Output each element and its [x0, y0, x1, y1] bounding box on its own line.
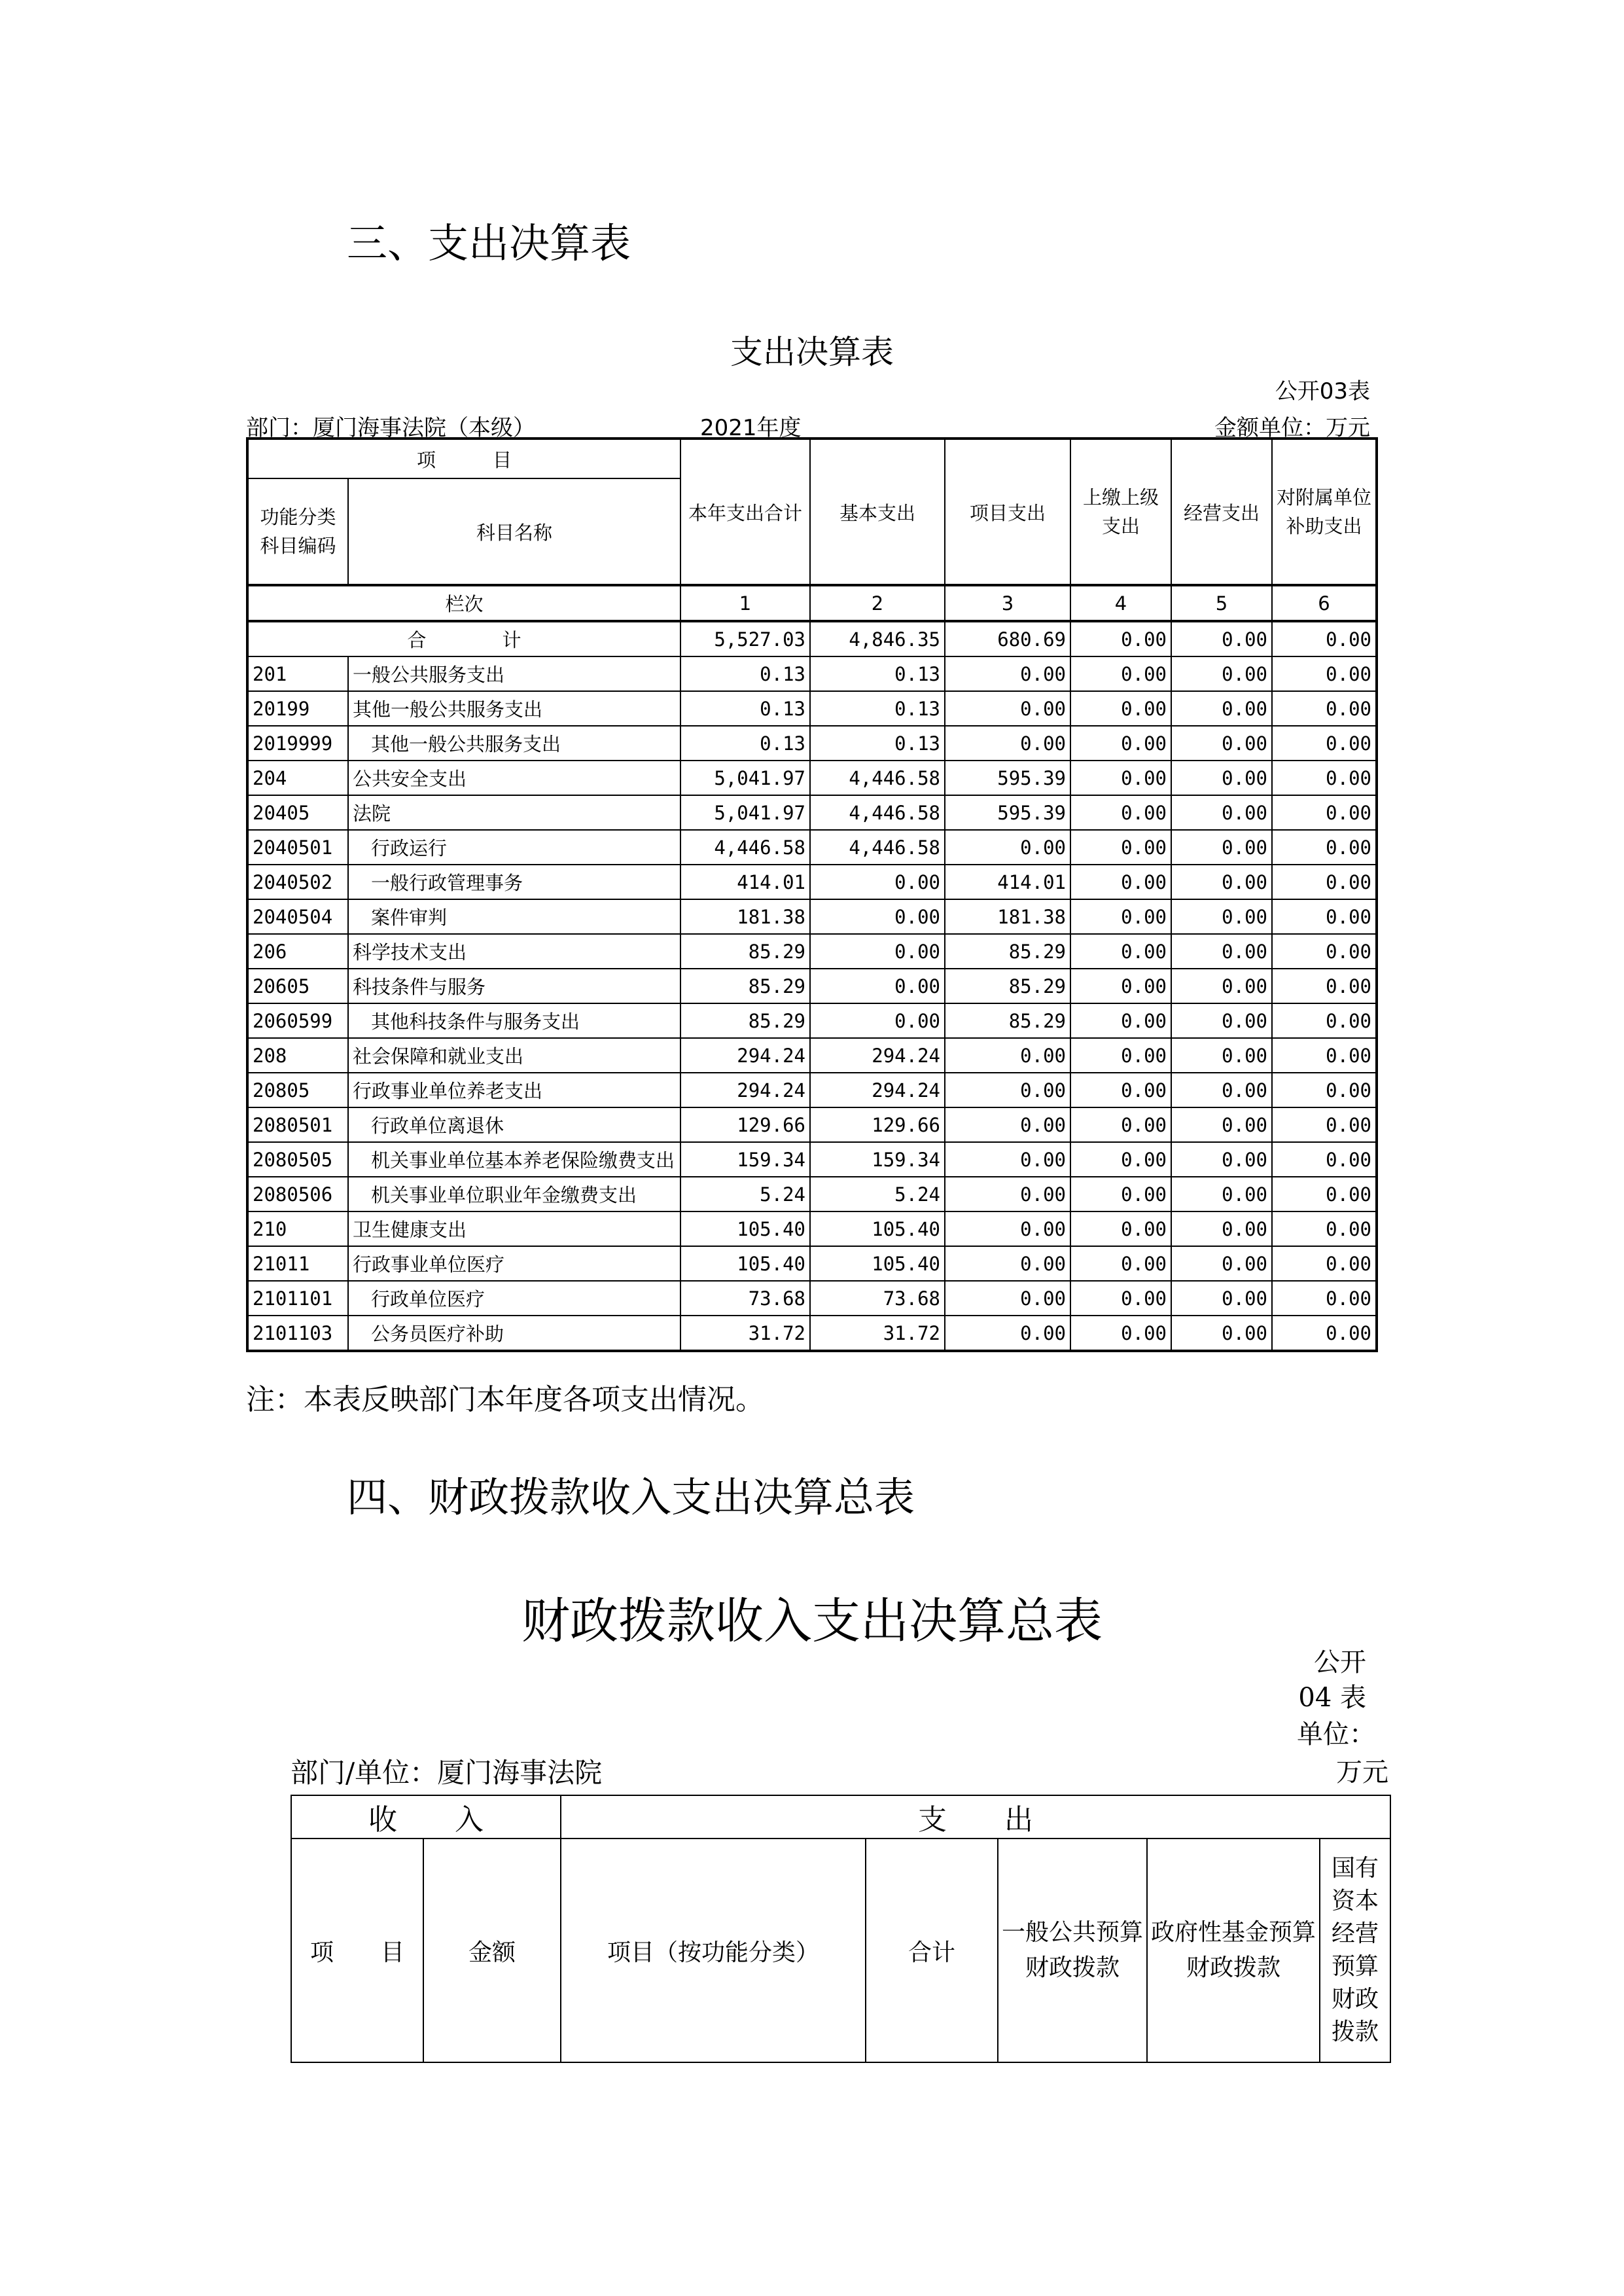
row-code: 2080506: [247, 1177, 348, 1211]
row-value: 0.00: [1070, 1038, 1171, 1073]
row-value: 0.00: [1272, 1073, 1377, 1107]
row-value: 181.38: [680, 899, 810, 934]
row-value: 4,446.58: [810, 761, 945, 795]
row-value: 0.00: [945, 1038, 1070, 1073]
total-value: 4,846.35: [810, 621, 945, 656]
row-code: 2060599: [247, 1003, 348, 1038]
row-value: 0.00: [1272, 795, 1377, 830]
col-expense-item: 项目（按功能分类）: [561, 1839, 866, 2062]
col-number-2: 2: [810, 585, 945, 621]
row-value: 0.00: [1070, 1003, 1171, 1038]
row-code: 2019999: [247, 726, 348, 761]
row-value: 0.00: [1070, 1316, 1171, 1351]
row-value: 0.00: [945, 1246, 1070, 1281]
table2-unit-line2: 万元: [1336, 1757, 1388, 1787]
row-code: 210: [247, 1211, 348, 1246]
table2-form-no-line1: 公开: [1314, 1647, 1366, 1677]
row-value: 0.00: [945, 1281, 1070, 1316]
header-row-index: 栏次: [247, 585, 680, 621]
row-value: 0.00: [1070, 1281, 1171, 1316]
row-value: 0.00: [1171, 795, 1272, 830]
expenditure-table: [246, 437, 1378, 1352]
row-value: 85.29: [945, 934, 1070, 969]
row-value: 294.24: [680, 1038, 810, 1073]
row-name: 科学技术支出: [348, 934, 680, 969]
row-value: 0.00: [1171, 656, 1272, 691]
row-value: 294.24: [680, 1073, 810, 1107]
row-value: 105.40: [680, 1211, 810, 1246]
row-value: 5,041.97: [680, 795, 810, 830]
row-name: 行政事业单位养老支出: [348, 1073, 680, 1107]
row-value: 105.40: [680, 1246, 810, 1281]
row-value: 0.00: [1070, 899, 1171, 934]
row-code: 2040501: [247, 830, 348, 865]
row-value: 0.00: [1171, 865, 1272, 899]
total-value: 0.00: [1171, 621, 1272, 656]
col-number-3: 3: [945, 585, 1070, 621]
row-code: 2080505: [247, 1142, 348, 1177]
col-gov-fund: 政府性基金预算财政拨款: [1147, 1839, 1320, 2062]
row-value: 85.29: [680, 969, 810, 1003]
row-value: 0.00: [1171, 934, 1272, 969]
header-col-total: 本年支出合计: [680, 439, 810, 585]
row-value: 0.13: [810, 691, 945, 726]
row-code: 21011: [247, 1246, 348, 1281]
col-number-4: 4: [1070, 585, 1171, 621]
table1-title: 支出决算表: [730, 333, 894, 371]
table-row: [247, 969, 1377, 1003]
row-value: 0.00: [1070, 934, 1171, 969]
row-value: 0.00: [1070, 1073, 1171, 1107]
col-number-6: 6: [1272, 585, 1377, 621]
row-value: 0.13: [680, 656, 810, 691]
row-name: 一般行政管理事务: [348, 865, 680, 899]
row-value: 159.34: [680, 1142, 810, 1177]
row-value: 0.00: [1171, 899, 1272, 934]
row-value: 0.00: [1070, 761, 1171, 795]
row-value: 0.00: [1070, 691, 1171, 726]
row-name: 行政单位医疗: [348, 1281, 680, 1316]
table1-form-no: 公开03表: [1275, 378, 1370, 404]
row-name: 一般公共服务支出: [348, 656, 680, 691]
row-value: 595.39: [945, 795, 1070, 830]
row-code: 208: [247, 1038, 348, 1073]
row-code: 2080501: [247, 1107, 348, 1142]
row-value: 129.66: [680, 1107, 810, 1142]
table-row: [247, 899, 1377, 934]
row-name: 行政事业单位医疗: [348, 1246, 680, 1281]
table2-title: 财政拨款收入支出决算总表: [521, 1593, 1103, 1649]
row-value: 5.24: [810, 1177, 945, 1211]
table1-note: 注：本表反映部门本年度各项支出情况。: [246, 1383, 764, 1416]
row-value: 0.00: [1272, 761, 1377, 795]
row-value: 0.00: [1070, 656, 1171, 691]
row-value: 0.00: [1272, 1211, 1377, 1246]
row-value: 0.00: [945, 726, 1070, 761]
row-value: 181.38: [945, 899, 1070, 934]
row-name: 公共安全支出: [348, 761, 680, 795]
header-col-basic: 基本支出: [810, 439, 945, 585]
row-value: 0.00: [1171, 1246, 1272, 1281]
row-value: 0.00: [1272, 1246, 1377, 1281]
row-value: 0.00: [1272, 726, 1377, 761]
table1-year: 2021年度: [700, 415, 802, 441]
row-code: 20405: [247, 795, 348, 830]
row-value: 0.00: [1171, 1316, 1272, 1351]
header-col-remit: 上缴上级支出: [1070, 439, 1171, 585]
header-code: 功能分类科目编码: [247, 478, 348, 585]
row-value: 0.00: [1171, 726, 1272, 761]
row-value: 0.00: [1070, 1107, 1171, 1142]
row-value: 105.40: [810, 1211, 945, 1246]
row-value: 0.00: [945, 1073, 1070, 1107]
total-value: 0.00: [1070, 621, 1171, 656]
row-value: 0.00: [1272, 865, 1377, 899]
row-name: 行政运行: [348, 830, 680, 865]
row-value: 0.00: [1171, 1107, 1272, 1142]
row-value: 0.00: [945, 1107, 1070, 1142]
row-value: 31.72: [680, 1316, 810, 1351]
row-value: 0.00: [1070, 795, 1171, 830]
row-value: 414.01: [680, 865, 810, 899]
fiscal-summary-table: [291, 1795, 1391, 2063]
expense-header: 支 出: [561, 1795, 1390, 1839]
table-row: [247, 691, 1377, 726]
row-value: 0.00: [1272, 1142, 1377, 1177]
col-state-capital: 国有资本经营预算财政拨款: [1320, 1839, 1390, 2062]
row-value: 0.00: [1272, 899, 1377, 934]
row-value: 0.13: [680, 726, 810, 761]
table-row: [247, 1142, 1377, 1177]
table-row: [247, 795, 1377, 830]
table-row: [247, 1211, 1377, 1246]
row-value: 0.00: [1171, 969, 1272, 1003]
row-code: 204: [247, 761, 348, 795]
table-row: [247, 1281, 1377, 1316]
total-label: 合 计: [247, 621, 680, 656]
row-value: 0.00: [945, 1142, 1070, 1177]
row-value: 0.00: [1272, 656, 1377, 691]
row-value: 4,446.58: [810, 830, 945, 865]
row-value: 0.00: [1070, 1177, 1171, 1211]
row-value: 0.00: [810, 1003, 945, 1038]
row-name: 行政单位离退休: [348, 1107, 680, 1142]
row-value: 0.00: [1070, 865, 1171, 899]
row-name: 卫生健康支出: [348, 1211, 680, 1246]
row-value: 0.00: [945, 1316, 1070, 1351]
table-row: [247, 865, 1377, 899]
row-value: 0.00: [1070, 726, 1171, 761]
row-value: 5,041.97: [680, 761, 810, 795]
header-name: 科目名称: [348, 478, 680, 585]
row-code: 201: [247, 656, 348, 691]
row-name: 社会保障和就业支出: [348, 1038, 680, 1073]
row-value: 0.00: [1272, 934, 1377, 969]
row-value: 0.00: [945, 1211, 1070, 1246]
row-value: 0.00: [945, 830, 1070, 865]
header-item: 项 目: [247, 439, 680, 478]
row-code: 20605: [247, 969, 348, 1003]
row-value: 0.00: [810, 969, 945, 1003]
table-row: [247, 1177, 1377, 1211]
row-code: 20805: [247, 1073, 348, 1107]
row-value: 294.24: [810, 1038, 945, 1073]
row-code: 2101101: [247, 1281, 348, 1316]
row-name: 机关事业单位基本养老保险缴费支出: [348, 1142, 680, 1177]
row-value: 105.40: [810, 1246, 945, 1281]
table-row: [247, 1107, 1377, 1142]
row-value: 0.00: [945, 1177, 1070, 1211]
row-value: 0.00: [1272, 830, 1377, 865]
col-income-amount: 金额: [423, 1839, 561, 2062]
row-value: 294.24: [810, 1073, 945, 1107]
row-value: 0.00: [1272, 691, 1377, 726]
header-col-subsidy: 对附属单位补助支出: [1272, 439, 1377, 585]
row-code: 2040502: [247, 865, 348, 899]
row-value: 0.00: [1272, 1107, 1377, 1142]
table1-unit: 金额单位：万元: [1214, 415, 1370, 441]
row-value: 85.29: [680, 934, 810, 969]
row-value: 0.00: [1070, 1246, 1171, 1281]
row-value: 0.00: [1272, 1038, 1377, 1073]
total-value: 0.00: [1272, 621, 1377, 656]
row-name: 公务员医疗补助: [348, 1316, 680, 1351]
table-row: [247, 761, 1377, 795]
row-value: 0.00: [1171, 1211, 1272, 1246]
col-number-1: 1: [680, 585, 810, 621]
table-row: [247, 1246, 1377, 1281]
row-value: 0.00: [945, 691, 1070, 726]
row-name: 机关事业单位职业年金缴费支出: [348, 1177, 680, 1211]
row-value: 0.00: [945, 656, 1070, 691]
table-row: [247, 934, 1377, 969]
row-value: 0.00: [1272, 969, 1377, 1003]
row-value: 0.00: [1272, 1003, 1377, 1038]
total-value: 680.69: [945, 621, 1070, 656]
table-row: [247, 656, 1377, 691]
row-value: 0.00: [1171, 1177, 1272, 1211]
header-col-operating: 经营支出: [1171, 439, 1272, 585]
row-value: 4,446.58: [810, 795, 945, 830]
table2-unit-line1: 单位：: [1297, 1719, 1375, 1749]
table-row: [247, 1316, 1377, 1351]
row-value: 85.29: [945, 969, 1070, 1003]
row-code: 2101103: [247, 1316, 348, 1351]
income-header: 收 入: [291, 1795, 561, 1839]
row-value: 5.24: [680, 1177, 810, 1211]
col-income-item: 项 目: [291, 1839, 423, 2062]
row-code: 2040504: [247, 899, 348, 934]
table2-department: 部门/单位：厦门海事法院: [291, 1757, 603, 1789]
row-value: 129.66: [810, 1107, 945, 1142]
row-name: 其他一般公共服务支出: [348, 691, 680, 726]
row-code: 206: [247, 934, 348, 969]
row-value: 85.29: [945, 1003, 1070, 1038]
col-number-5: 5: [1171, 585, 1272, 621]
row-value: 0.00: [1070, 1211, 1171, 1246]
total-value: 5,527.03: [680, 621, 810, 656]
row-value: 0.13: [810, 656, 945, 691]
col-general-budget: 一般公共预算财政拨款: [998, 1839, 1147, 2062]
row-value: 595.39: [945, 761, 1070, 795]
table-row: [247, 830, 1377, 865]
row-name: 科技条件与服务: [348, 969, 680, 1003]
row-value: 0.00: [810, 934, 945, 969]
row-value: 0.00: [1171, 830, 1272, 865]
row-value: 73.68: [810, 1281, 945, 1316]
row-value: 0.13: [680, 691, 810, 726]
row-value: 0.00: [1171, 1281, 1272, 1316]
col-expense-total: 合计: [866, 1839, 998, 2062]
row-value: 0.00: [1171, 1073, 1272, 1107]
row-value: 0.00: [1070, 1142, 1171, 1177]
row-value: 0.00: [1171, 691, 1272, 726]
table-row: [247, 726, 1377, 761]
row-value: 0.00: [1070, 969, 1171, 1003]
row-value: 0.00: [1272, 1281, 1377, 1316]
row-value: 0.00: [1171, 1038, 1272, 1073]
row-value: 0.00: [810, 865, 945, 899]
row-value: 0.00: [810, 899, 945, 934]
row-value: 73.68: [680, 1281, 810, 1316]
header-col-project: 项目支出: [945, 439, 1070, 585]
row-value: 414.01: [945, 865, 1070, 899]
section-4-heading: 四、财政拨款收入支出决算总表: [347, 1473, 915, 1521]
row-value: 0.00: [1171, 1003, 1272, 1038]
row-value: 0.00: [1272, 1177, 1377, 1211]
row-name: 案件审判: [348, 899, 680, 934]
row-name: 其他一般公共服务支出: [348, 726, 680, 761]
row-value: 0.00: [1070, 830, 1171, 865]
row-value: 0.00: [1171, 761, 1272, 795]
row-value: 0.13: [810, 726, 945, 761]
table-row: [247, 1003, 1377, 1038]
row-value: 0.00: [1272, 1316, 1377, 1351]
table-row: [247, 1073, 1377, 1107]
row-value: 31.72: [810, 1316, 945, 1351]
row-name: 其他科技条件与服务支出: [348, 1003, 680, 1038]
row-value: 85.29: [680, 1003, 810, 1038]
section-3-heading: 三、支出决算表: [347, 219, 631, 267]
row-name: 法院: [348, 795, 680, 830]
row-value: 159.34: [810, 1142, 945, 1177]
row-code: 20199: [247, 691, 348, 726]
table2-form-no-line2: 04 表: [1298, 1683, 1366, 1713]
row-value: 0.00: [1171, 1142, 1272, 1177]
table1-department: 部门：厦门海事法院（本级）: [246, 415, 535, 441]
table-row: [247, 1038, 1377, 1073]
row-value: 4,446.58: [680, 830, 810, 865]
